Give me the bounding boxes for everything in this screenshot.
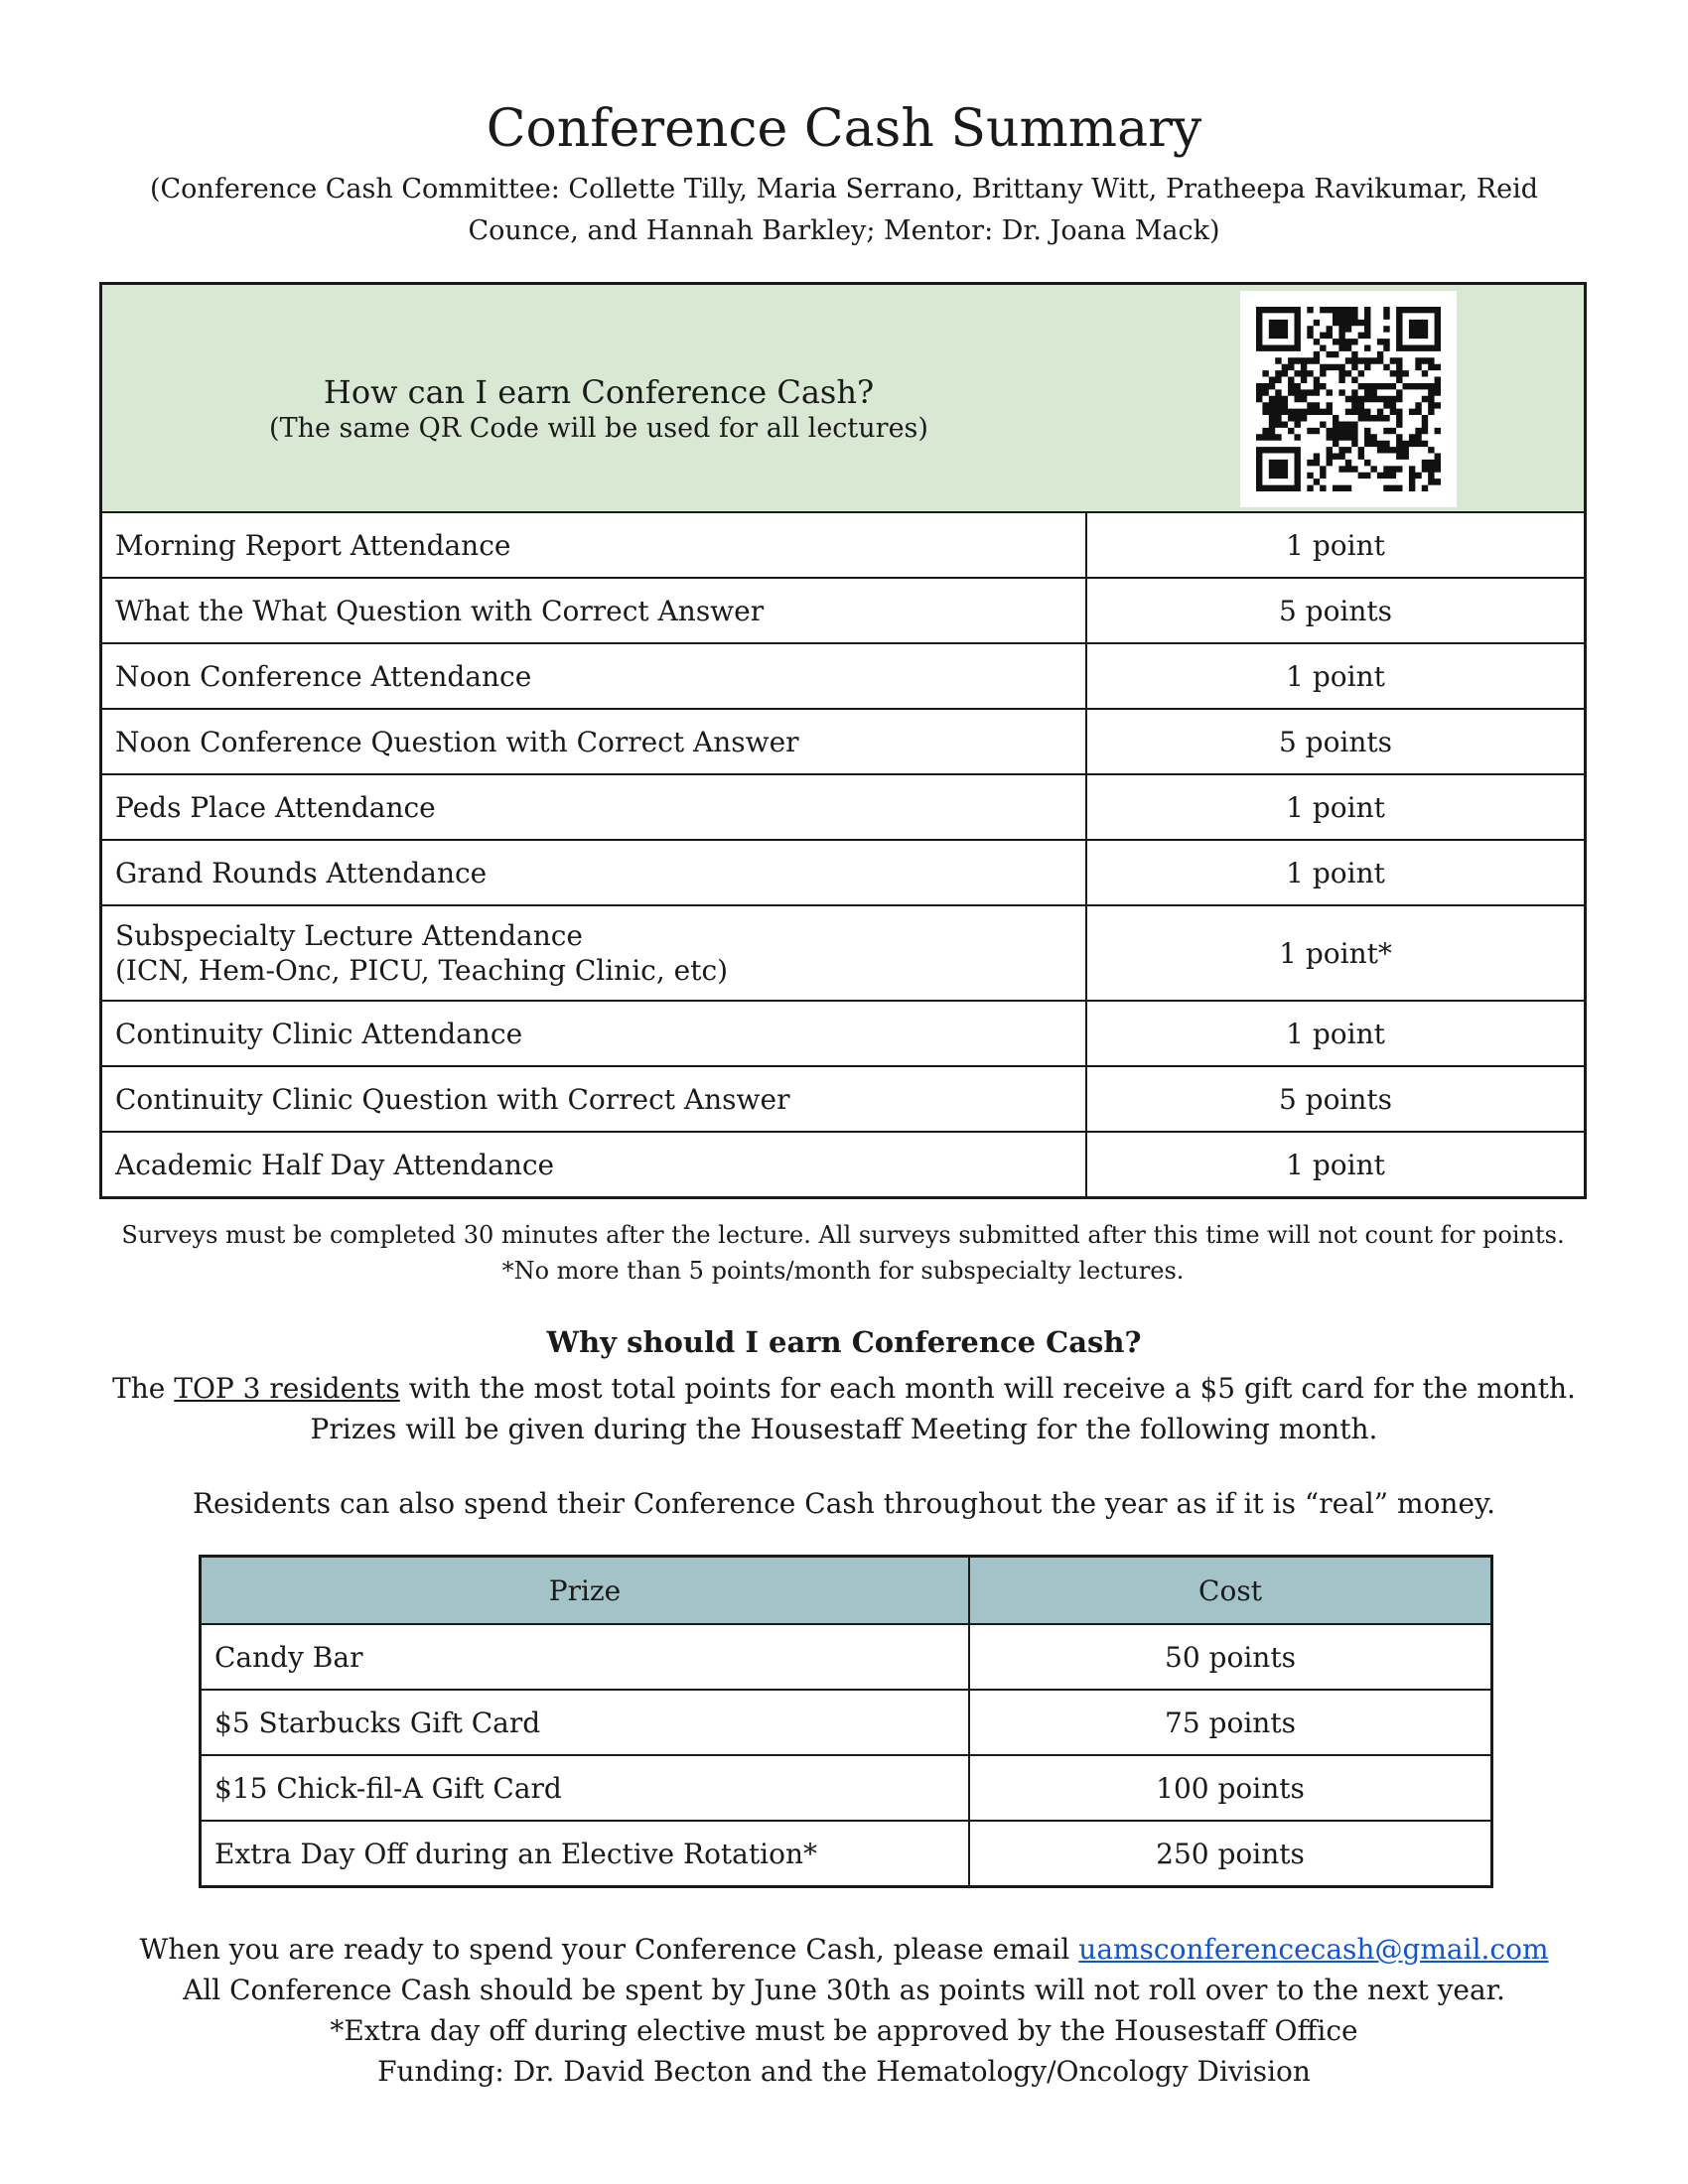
earn-activity-cell xyxy=(101,840,1087,905)
earn-row xyxy=(101,578,1586,643)
earn-row xyxy=(101,709,1586,774)
footer-deadline-line: All Conference Cash should be spent by June 30th as points will not roll over to the next year. xyxy=(183,1974,1505,2006)
earn-activity: Peds Place Attendance xyxy=(115,790,436,824)
earn-activity-cell xyxy=(101,1132,1087,1198)
earn-activity-cell xyxy=(101,578,1087,643)
email-link[interactable]: uamsconferencecash@gmail.com xyxy=(1078,1933,1549,1966)
earn-activity-detail: (ICN, Hem-Onc, PICU, Teaching Clinic, etc) xyxy=(115,954,729,987)
earn-activity-cell xyxy=(101,1066,1087,1132)
qr-code-icon xyxy=(1240,291,1457,507)
earn-activity-cell xyxy=(101,905,1087,1001)
earn-points: 1 point xyxy=(1086,512,1586,578)
earn-subheading: (The same QR Code will be used for all lectures) xyxy=(269,413,928,444)
footer-email-prefix: When you are ready to spend your Conference Cash, please email xyxy=(139,1933,1079,1966)
earn-row xyxy=(101,840,1586,905)
earn-activity: Noon Conference Attendance xyxy=(115,659,532,693)
cost-column-header: Cost xyxy=(969,1557,1492,1625)
prize-name: Extra Day Off during an Elective Rotation* xyxy=(201,1821,970,1887)
prize-row xyxy=(201,1690,1492,1755)
earn-activity-cell xyxy=(101,512,1087,578)
earn-row xyxy=(101,512,1586,578)
top-3-residents-emphasis: TOP 3 residents xyxy=(174,1372,400,1405)
earn-points: 1 point* xyxy=(1086,905,1586,1001)
earn-activity-cell xyxy=(101,643,1087,709)
footer-funding-line: Funding: Dr. David Becton and the Hematology/Oncology Division xyxy=(377,2055,1311,2088)
prize-cost: 50 points xyxy=(969,1624,1492,1690)
why-paragraph xyxy=(109,1368,1579,1449)
earn-activity: Morning Report Attendance xyxy=(115,528,511,562)
footer xyxy=(0,1929,1688,2092)
earn-row xyxy=(101,905,1586,1001)
earn-table-header xyxy=(101,284,1586,513)
earn-heading: How can I earn Conference Cash? xyxy=(323,373,875,411)
earn-row xyxy=(101,1066,1586,1132)
prize-cost: 75 points xyxy=(969,1690,1492,1755)
earn-points: 1 point xyxy=(1086,643,1586,709)
earn-points: 5 points xyxy=(1086,709,1586,774)
earn-row xyxy=(101,1001,1586,1066)
earn-activity-cell xyxy=(101,774,1087,840)
earn-activity: Academic Half Day Attendance xyxy=(115,1148,555,1181)
earn-activity: Noon Conference Question with Correct Answer xyxy=(115,725,799,758)
prize-cost: 100 points xyxy=(969,1755,1492,1821)
page-title: Conference Cash Summary xyxy=(486,99,1202,159)
survey-note-subspecialty-limit: *No more than 5 points/month for subspecialty lectures. xyxy=(501,1257,1185,1285)
why-prefix: The xyxy=(112,1372,175,1405)
earn-row xyxy=(101,774,1586,840)
prize-column-header: Prize xyxy=(201,1557,970,1625)
earn-points: 1 point xyxy=(1086,1001,1586,1066)
prize-row xyxy=(201,1821,1492,1887)
earn-activity: Grand Rounds Attendance xyxy=(115,856,488,889)
why-suffix: with the most total points for each month will receive a $5 gift card for the month. Prizes will be given during the Housestaff Meeting for the following month. xyxy=(310,1372,1576,1445)
earn-row xyxy=(101,1132,1586,1198)
survey-notes xyxy=(99,1217,1587,1289)
earn-table xyxy=(99,282,1587,1199)
earn-row xyxy=(101,643,1586,709)
earn-activity: What the What Question with Correct Answer xyxy=(115,594,765,627)
spend-paragraph: Residents can also spend their Conference Cash throughout the year as if it is “real” money. xyxy=(192,1487,1496,1520)
earn-points: 5 points xyxy=(1086,578,1586,643)
earn-activity: Continuity Clinic Attendance xyxy=(115,1017,523,1050)
prize-row xyxy=(201,1755,1492,1821)
earn-activity-cell xyxy=(101,709,1087,774)
earn-rows xyxy=(101,512,1586,1198)
earn-activity: Continuity Clinic Question with Correct Answer xyxy=(115,1082,790,1116)
prize-cost: 250 points xyxy=(969,1821,1492,1887)
committee-line: (Conference Cash Committee: Collette Tilly, Maria Serrano, Brittany Witt, Pratheepa Ravikumar, Reid Counce, and Hannah Barkley; Mentor: Dr. Joana Mack) xyxy=(149,174,1538,246)
survey-note-deadline: Surveys must be completed 30 minutes after the lecture. All surveys submitted after this time will not count for points. xyxy=(121,1221,1565,1249)
prize-row xyxy=(201,1624,1492,1690)
earn-points: 5 points xyxy=(1086,1066,1586,1132)
earn-points: 1 point xyxy=(1086,840,1586,905)
earn-points: 1 point xyxy=(1086,774,1586,840)
footer-email-line xyxy=(0,1929,1688,1970)
prize-name: $15 Chick-fil-A Gift Card xyxy=(201,1755,970,1821)
why-heading: Why should I earn Conference Cash? xyxy=(546,1325,1142,1359)
prize-name: $5 Starbucks Gift Card xyxy=(201,1690,970,1755)
earn-activity: Subspecialty Lecture Attendance xyxy=(115,919,583,952)
prize-name: Candy Bar xyxy=(201,1624,970,1690)
prize-table xyxy=(199,1555,1493,1888)
prize-rows xyxy=(201,1624,1492,1887)
prize-table-header xyxy=(201,1557,1492,1625)
earn-points: 1 point xyxy=(1086,1132,1586,1198)
footer-elective-note: *Extra day off during elective must be approved by the Housestaff Office xyxy=(330,2014,1358,2047)
earn-activity-cell xyxy=(101,1001,1087,1066)
